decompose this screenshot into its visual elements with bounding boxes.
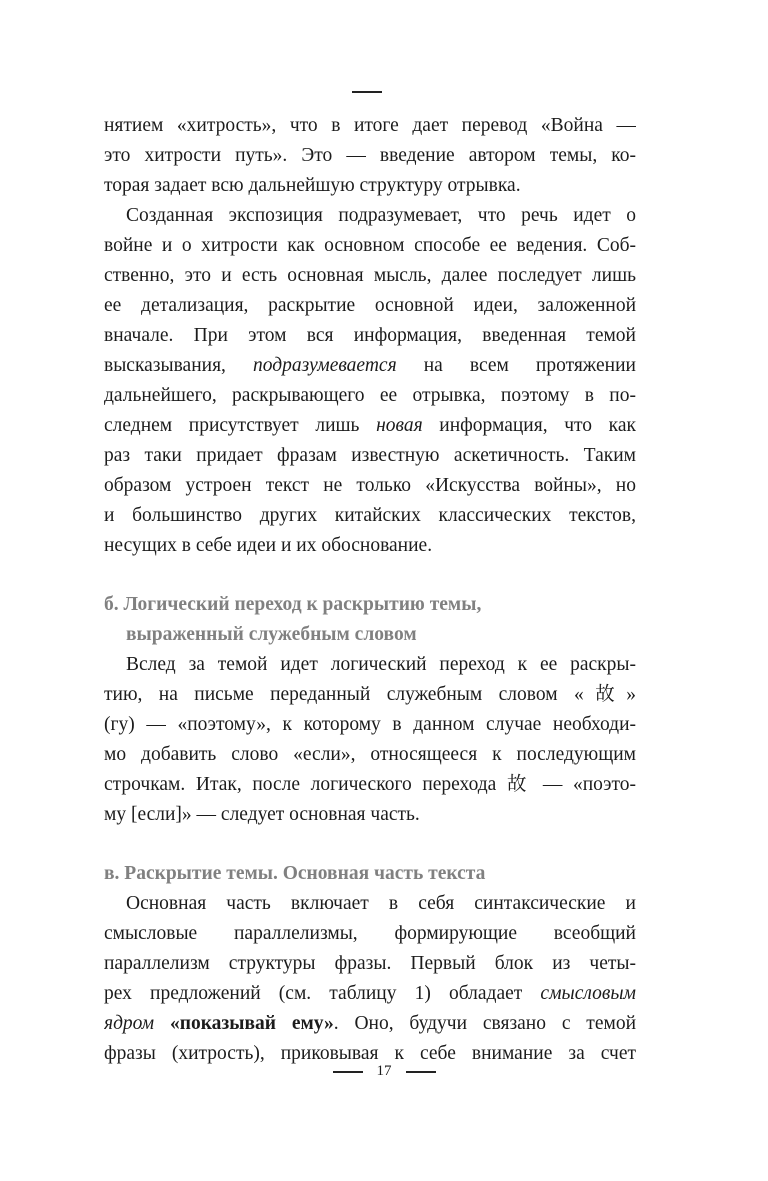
text-line bbox=[104, 710, 636, 740]
italic-text: новая bbox=[376, 415, 423, 436]
paragraph bbox=[104, 889, 636, 1069]
text-line bbox=[104, 531, 636, 561]
italic-text: ядром bbox=[104, 1013, 155, 1034]
text-span: . Оно, будучи связано с темой bbox=[333, 1013, 636, 1034]
footer-rule-right bbox=[406, 1071, 436, 1073]
text-line bbox=[104, 351, 636, 381]
text-span: и большинство других китайских классических текстов, bbox=[104, 505, 636, 526]
page-text bbox=[104, 111, 636, 1069]
text-span: войне и о хитрости как основном способе ее ведения. Соб- bbox=[104, 235, 636, 256]
text-span: ее детализация, раскрытие основной идеи, заложенной bbox=[104, 295, 636, 316]
text-line bbox=[104, 201, 636, 231]
paragraph bbox=[104, 650, 636, 830]
text-span: му [если]» — следует основная часть. bbox=[104, 804, 420, 825]
text-line bbox=[104, 770, 636, 800]
text-span: фразы (хитрость), приковывая к себе внимание за счет bbox=[104, 1043, 636, 1064]
italic-text: смысловым bbox=[540, 983, 636, 1004]
text-line bbox=[104, 1009, 636, 1039]
text-span: параллелизм структуры фразы. Первый блок из четы- bbox=[104, 953, 636, 974]
text-span: следнем присутствует лишь bbox=[104, 415, 377, 436]
paragraph bbox=[104, 111, 636, 201]
text-span: образом устроен текст не только «Искусства войны», но bbox=[104, 475, 636, 496]
text-line bbox=[104, 441, 636, 471]
text-line bbox=[104, 740, 636, 770]
text-line bbox=[104, 800, 636, 830]
text-line bbox=[104, 111, 636, 141]
text-span: (гу) — «поэтому», к которому в данном случае необходи- bbox=[104, 714, 636, 735]
text-line bbox=[104, 291, 636, 321]
text-span: смысловые параллелизмы, формирующие всеобщий bbox=[104, 923, 636, 944]
section-heading-line: выраженный служебным словом bbox=[126, 624, 417, 645]
text-span: строчкам. Итак, после логического перехода 故 — «поэто- bbox=[104, 774, 636, 795]
text-line bbox=[104, 321, 636, 351]
text-line bbox=[104, 231, 636, 261]
paragraph bbox=[104, 201, 636, 561]
text-line bbox=[104, 889, 636, 919]
bold-text: «показывай ему» bbox=[169, 1013, 334, 1034]
section-gap bbox=[104, 830, 636, 859]
text-line bbox=[104, 680, 636, 710]
text-line bbox=[104, 650, 636, 680]
text-span: несущих в себе идеи и их обоснование. bbox=[104, 535, 433, 556]
text-span: Основная часть включает в себя синтаксические и bbox=[126, 893, 636, 914]
text-span: вначале. При этом вся информация, введенная темой bbox=[104, 325, 636, 346]
text-line bbox=[104, 141, 636, 171]
text-line bbox=[104, 261, 636, 291]
text-span: торая задает всю дальнейшую структуру отрывка. bbox=[104, 175, 521, 196]
text-span: Созданная экспозиция подразумевает, что речь идет о bbox=[126, 205, 636, 226]
footer-rule-left bbox=[333, 1071, 363, 1073]
text-span: на всем протяжении bbox=[396, 355, 636, 376]
page-number: 17 bbox=[376, 1063, 392, 1080]
text-line bbox=[104, 979, 636, 1009]
text-span: дальнейшего, раскрывающего ее отрывка, поэтому в по- bbox=[104, 385, 636, 406]
section-heading-line: б. Логический переход к раскрытию темы, bbox=[104, 594, 482, 615]
text-span: Вслед за темой идет логический переход к ее раскры- bbox=[126, 654, 636, 675]
text-line bbox=[104, 471, 636, 501]
text-span: рех предложений (см. таблицу 1) обладает bbox=[104, 983, 541, 1004]
text-span: информация, что как bbox=[422, 415, 636, 436]
top-rule bbox=[352, 91, 382, 93]
text-line bbox=[104, 171, 636, 201]
text-line bbox=[104, 381, 636, 411]
section-heading-line: в. Раскрытие темы. Основная часть текста bbox=[104, 863, 486, 884]
text-span: мо добавить слово «если», относящееся к последующим bbox=[104, 744, 636, 765]
text-span: тию, на письме переданный служебным словом «故» bbox=[104, 684, 636, 705]
text-span: высказывания, bbox=[104, 355, 253, 376]
text-span: это хитрости путь». Это — введение автором темы, ко- bbox=[104, 145, 636, 166]
text-line bbox=[104, 919, 636, 949]
text-line bbox=[104, 949, 636, 979]
text-span: нятием «хитрость», что в итоге дает перевод «Война — bbox=[104, 115, 636, 136]
section-gap bbox=[104, 561, 636, 590]
text-span bbox=[154, 1013, 170, 1034]
text-line bbox=[104, 411, 636, 441]
italic-text: подразумевается bbox=[253, 355, 397, 376]
page-footer bbox=[0, 1063, 768, 1080]
text-span: раз таки придает фразам известную аскетичность. Таким bbox=[104, 445, 636, 466]
text-line bbox=[104, 501, 636, 531]
text-span: ственно, это и есть основная мысль, далее последует лишь bbox=[104, 265, 636, 286]
